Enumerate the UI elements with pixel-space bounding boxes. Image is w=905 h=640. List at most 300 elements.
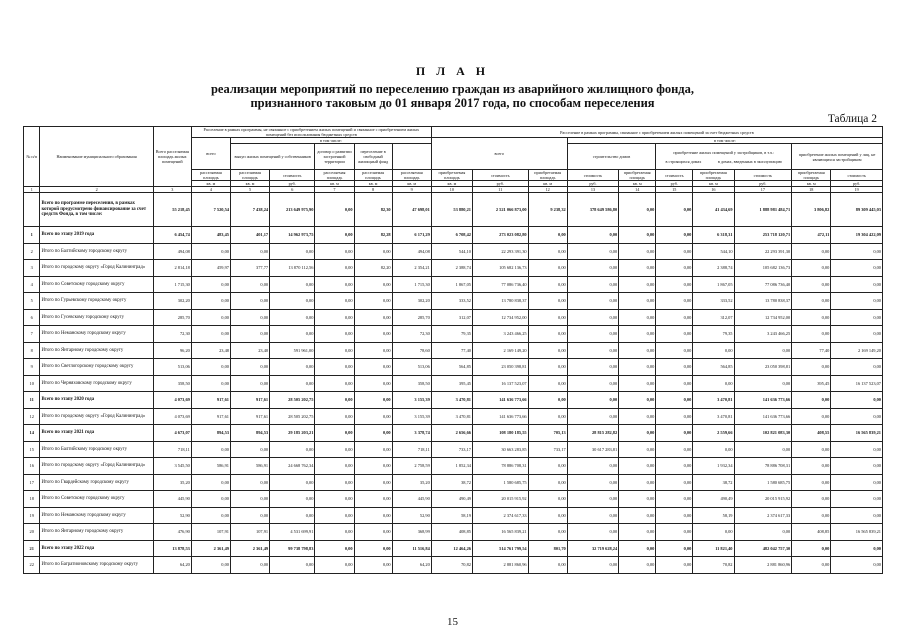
cell-value: 0,00 <box>191 375 230 392</box>
row-name: Итого по городскому округу «Город Калининград» <box>40 408 153 425</box>
cell-value: 55 218,45 <box>153 193 191 227</box>
cell-value: 0,00 <box>528 342 567 359</box>
cell-value: 0,00 <box>792 408 831 425</box>
table-row <box>24 540 883 557</box>
cell-value: 302,20 <box>392 293 431 310</box>
cell-value: 16 137 523,07 <box>831 375 883 392</box>
cell-value: 0,00 <box>619 557 656 574</box>
cell-value: 0,00 <box>567 408 618 425</box>
cell-value: 82,30 <box>354 193 392 227</box>
column-number: 10 <box>431 187 472 193</box>
row-number: 9 <box>24 359 40 376</box>
cell-value: 0,00 <box>831 293 883 310</box>
cell-value: 395,45 <box>431 375 472 392</box>
cell-value: 79,35 <box>693 326 734 343</box>
cell-value: 490,49 <box>693 491 734 508</box>
cell-value: 378 649 586,80 <box>567 193 618 227</box>
cell-value: 0,00 <box>792 491 831 508</box>
a-in-that: в том числе: <box>230 138 431 144</box>
row-name: Всего по программе переселения, в рамках которой предусмотрено финансирование за счет средств Фонда, в том числе: <box>40 193 153 227</box>
cell-value: 0,00 <box>792 474 831 491</box>
sub-cost: стоимость <box>472 170 528 181</box>
cell-value: 0,00 <box>270 309 315 326</box>
cell-value: 0,00 <box>528 474 567 491</box>
cell-value: 0,00 <box>831 243 883 260</box>
cell-value: 917,61 <box>230 408 269 425</box>
cell-value: 2 361,49 <box>191 540 230 557</box>
column-number: 6 <box>270 187 315 193</box>
unit-m2: кв. м <box>354 181 392 187</box>
cell-value: 733,17 <box>528 441 567 458</box>
cell-value: 494,08 <box>392 243 431 260</box>
cell-value: 0,00 <box>656 309 693 326</box>
cell-value: 1 715,30 <box>392 276 431 293</box>
cell-value: 53 880,21 <box>431 193 472 227</box>
unit-rub: руб. <box>270 181 315 187</box>
cell-value: 82,20 <box>354 260 392 277</box>
cell-value: 0,00 <box>191 276 230 293</box>
cell-value: 0,00 <box>270 243 315 260</box>
cell-value: 2 361,49 <box>230 540 269 557</box>
subtitle-line-1: реализации мероприятий по переселению граждан из аварийного жилищного фонда, <box>210 82 695 96</box>
cell-value: 0,00 <box>734 342 792 359</box>
cell-value: 20 015 915,92 <box>734 491 792 508</box>
cell-value: 408,85 <box>431 524 472 541</box>
cell-value: 0,00 <box>567 342 618 359</box>
sub-area-bought: приобретаемая площадь <box>431 170 472 181</box>
column-number: 1 <box>24 187 40 193</box>
cell-value: 35,20 <box>153 474 191 491</box>
cell-value: 0,00 <box>354 293 392 310</box>
sub-cost: стоимость <box>831 170 883 181</box>
b-buy-sub <box>657 159 790 164</box>
cell-value: 0,00 <box>831 491 883 508</box>
sub-area-resettled: расселяемая площадь <box>191 170 230 181</box>
sub-area-bought: приобретаемая площадь <box>528 170 567 181</box>
cell-value: 0,00 <box>315 276 354 293</box>
column-number: 4 <box>191 187 230 193</box>
cell-value: 0,00 <box>315 359 354 376</box>
cell-value: 141 636 773,66 <box>734 392 792 409</box>
cell-value: 0,00 <box>315 491 354 508</box>
col-a-contract: договор о развитии застроенной территории <box>315 144 354 170</box>
cell-value: 0,00 <box>831 540 883 557</box>
table-row <box>24 474 883 491</box>
cell-value: 0,00 <box>315 458 354 475</box>
table-row <box>24 342 883 359</box>
cell-value: 3 545,50 <box>153 458 191 475</box>
cell-value: 0,00 <box>191 491 230 508</box>
column-number: 13 <box>567 187 618 193</box>
cell-value: 476,90 <box>153 524 191 541</box>
row-name: Итого по Гурьевскому городскому округу <box>40 293 153 310</box>
cell-value: 0,00 <box>315 392 354 409</box>
cell-value: 13 878,53 <box>153 540 191 557</box>
resettlement-table <box>23 126 883 574</box>
cell-value: 78 886 708,31 <box>472 458 528 475</box>
cell-value: 0,00 <box>792 557 831 574</box>
row-name: Итого по Советскому городскому округу <box>40 491 153 508</box>
unit-m2: кв. м <box>191 181 230 187</box>
row-number: 22 <box>24 557 40 574</box>
cell-value: 0,00 <box>315 425 354 442</box>
cell-value: 0,00 <box>528 293 567 310</box>
unit-m2: кв. м <box>315 181 354 187</box>
cell-value: 0,00 <box>656 293 693 310</box>
sub-cost: стоимость <box>270 170 315 181</box>
cell-value: 0,00 <box>230 293 269 310</box>
cell-value: 0,00 <box>567 507 618 524</box>
cell-value: 591 961,00 <box>270 342 315 359</box>
sub-area: расселяемая площадь <box>315 170 354 181</box>
cell-value: 72,30 <box>153 326 191 343</box>
cell-value: 6 708,42 <box>431 227 472 244</box>
cell-value: 0,00 <box>354 425 392 442</box>
cell-value: 0,00 <box>315 309 354 326</box>
cell-value: 4 073,69 <box>153 408 191 425</box>
cell-value: 0,00 <box>619 408 656 425</box>
cell-value: 445,90 <box>392 491 431 508</box>
unit-m2: кв. м <box>431 181 472 187</box>
table-row <box>24 491 883 508</box>
cell-value: 0,00 <box>619 260 656 277</box>
cell-value: 0,00 <box>528 392 567 409</box>
cell-value: 70,82 <box>431 557 472 574</box>
cell-value: 0,00 <box>230 507 269 524</box>
cell-value: 0,00 <box>619 276 656 293</box>
cell-value: 3 470,81 <box>431 392 472 409</box>
cell-value: 58,19 <box>693 507 734 524</box>
sub-area: расселяемая площадь <box>230 170 269 181</box>
row-name: Итого по Багратионовскому городскому округу <box>40 557 153 574</box>
cell-value: 28 505 202,75 <box>270 392 315 409</box>
cell-value: 564,85 <box>431 359 472 376</box>
cell-value: 0,00 <box>270 276 315 293</box>
cell-value: 0,00 <box>656 276 693 293</box>
row-name: Итого по Черняховскому городскому округу <box>40 375 153 392</box>
cell-value: 0,00 <box>270 557 315 574</box>
cell-value: 0,00 <box>270 293 315 310</box>
unit-m2: кв. м <box>528 181 567 187</box>
cell-value: 12 734 952,00 <box>734 309 792 326</box>
cell-value: 23,40 <box>230 342 269 359</box>
col-b-other: приобретение жилых помещений у лиц, не являющихся застройщиком <box>792 144 883 170</box>
cell-value: 0,00 <box>656 491 693 508</box>
cell-value: 0,00 <box>315 375 354 392</box>
cell-value: 0,00 <box>792 458 831 475</box>
cell-value: 445,90 <box>153 491 191 508</box>
cell-value: 0,00 <box>656 441 693 458</box>
row-number <box>24 193 40 227</box>
cell-value: 0,00 <box>354 524 392 541</box>
cell-value: 0,00 <box>619 342 656 359</box>
cell-value: 108 180 185,55 <box>472 425 528 442</box>
cell-value: 0,00 <box>191 309 230 326</box>
cell-value: 705,13 <box>528 425 567 442</box>
cell-value: 312,07 <box>431 309 472 326</box>
cell-value: 141 636 773,66 <box>734 408 792 425</box>
cell-value: 4 673,07 <box>153 425 191 442</box>
cell-value: 273 023 082,80 <box>472 227 528 244</box>
col-a-total: всего <box>191 138 230 170</box>
cell-value: 2 814,18 <box>153 260 191 277</box>
cell-value: 38,72 <box>693 474 734 491</box>
cell-value: 11 821,40 <box>693 540 734 557</box>
col-no: № п/п <box>24 127 40 187</box>
cell-value: 28 505 202,75 <box>270 408 315 425</box>
cell-value: 6 318,31 <box>693 227 734 244</box>
cell-value: 0,00 <box>528 408 567 425</box>
cell-value: 0,00 <box>191 243 230 260</box>
cell-value: 12 464,26 <box>431 540 472 557</box>
column-number: 3 <box>153 187 191 193</box>
cell-value: 0,00 <box>191 507 230 524</box>
cell-value: 0,00 <box>354 458 392 475</box>
cell-value: 0,00 <box>230 309 269 326</box>
cell-value: 0,00 <box>315 441 354 458</box>
row-number: 7 <box>24 326 40 343</box>
plan-title: П Л А Н <box>415 64 490 78</box>
cell-value: 0,00 <box>656 375 693 392</box>
cell-value: 0,00 <box>734 441 792 458</box>
cell-value: 78,60 <box>392 342 431 359</box>
b-buy-building: в строящихся домах <box>665 158 702 164</box>
cell-value: 99 738 798,83 <box>270 540 315 557</box>
unit-rub: руб. <box>567 181 618 187</box>
cell-value: 0,00 <box>567 293 618 310</box>
row-name: Итого по Янтарному городскому округу <box>40 524 153 541</box>
column-number: 19 <box>831 187 883 193</box>
cell-value: 0,00 <box>354 557 392 574</box>
table-row <box>24 507 883 524</box>
cell-value: 0,00 <box>831 359 883 376</box>
cell-value: 0,00 <box>354 375 392 392</box>
cell-value: 58,19 <box>431 507 472 524</box>
row-number: 16 <box>24 458 40 475</box>
cell-value: 20 015 915,92 <box>472 491 528 508</box>
cell-value: 0,00 <box>567 524 618 541</box>
cell-value: 0,00 <box>315 524 354 541</box>
cell-value: 107,91 <box>230 524 269 541</box>
cell-value: 0,00 <box>792 540 831 557</box>
cell-value: 77 086 736,40 <box>734 276 792 293</box>
cell-value: 0,00 <box>230 375 269 392</box>
cell-value: 2 354,21 <box>392 260 431 277</box>
cell-value: 0,00 <box>354 392 392 409</box>
row-name: Всего по этапу 2021 года <box>40 425 153 442</box>
row-number: 5 <box>24 293 40 310</box>
unit-m2: кв. м <box>230 181 269 187</box>
row-number: 12 <box>24 408 40 425</box>
cell-value: 0,00 <box>528 491 567 508</box>
table-row <box>24 375 883 392</box>
cell-value: 459,97 <box>191 260 230 277</box>
cell-value: 917,61 <box>230 392 269 409</box>
cell-value: 82,28 <box>354 227 392 244</box>
row-number: 11 <box>24 392 40 409</box>
cell-value: 0,00 <box>656 392 693 409</box>
cell-value: 0,00 <box>656 425 693 442</box>
cell-value: 0,00 <box>315 474 354 491</box>
cell-value: 718,11 <box>392 441 431 458</box>
cell-value: 0,00 <box>831 276 883 293</box>
cell-value: 0,00 <box>792 359 831 376</box>
cell-value: 0,00 <box>191 441 230 458</box>
cell-value: 89 309 445,03 <box>831 193 883 227</box>
cell-value: 0,00 <box>315 293 354 310</box>
cell-value: 0,00 <box>567 474 618 491</box>
cell-value: 77,40 <box>792 342 831 359</box>
table-row <box>24 392 883 409</box>
cell-value: 47 698,01 <box>392 193 431 227</box>
row-name: Итого по Балтийскому городскому округу <box>40 243 153 260</box>
cell-value: 0,00 <box>831 260 883 277</box>
row-number: 4 <box>24 276 40 293</box>
cell-value: 0,00 <box>619 243 656 260</box>
cell-value: 0,00 <box>619 293 656 310</box>
row-name: Итого по Неманскому городскому округу <box>40 507 153 524</box>
cell-value: 0,00 <box>734 375 792 392</box>
col-b-buy <box>656 144 792 170</box>
cell-value: 3 378,74 <box>392 425 431 442</box>
cell-value: 0,00 <box>567 276 618 293</box>
cell-value: 0,00 <box>354 540 392 557</box>
cell-value: 38,72 <box>431 474 472 491</box>
cell-value: 0,00 <box>354 491 392 508</box>
cell-value: 0,00 <box>230 474 269 491</box>
cell-value: 490,49 <box>431 491 472 508</box>
sub-cost: стоимость <box>567 170 618 181</box>
cell-value: 2 521 066 873,00 <box>472 193 528 227</box>
cell-value: 0,00 <box>315 507 354 524</box>
cell-value: 0,00 <box>528 227 567 244</box>
cell-value: 0,00 <box>693 441 734 458</box>
cell-value: 0,00 <box>619 524 656 541</box>
cell-value: 2 374 617,33 <box>734 507 792 524</box>
cell-value: 0,00 <box>831 474 883 491</box>
plan-subtitle <box>0 82 905 110</box>
cell-value: 1 580 685,75 <box>472 474 528 491</box>
cell-value: 105 682 136,73 <box>734 260 792 277</box>
cell-value: 0,00 <box>619 193 656 227</box>
cell-value: 77 086 736,40 <box>472 276 528 293</box>
column-number: 2 <box>40 187 153 193</box>
sub-area-bought: приобретаемая площадь <box>792 170 831 181</box>
column-number: 17 <box>734 187 792 193</box>
row-number: 19 <box>24 507 40 524</box>
cell-value: 586,91 <box>191 458 230 475</box>
col-a-blank <box>392 144 431 170</box>
unit-rub: руб. <box>734 181 792 187</box>
cell-value: 333,52 <box>431 293 472 310</box>
cell-value: 0,00 <box>656 342 693 359</box>
cell-value: 105 682 136,73 <box>472 260 528 277</box>
cell-value: 0,00 <box>619 359 656 376</box>
cell-value: 2 758,59 <box>392 458 431 475</box>
cell-value: 0,00 <box>619 309 656 326</box>
cell-value: 3 243 466,25 <box>734 326 792 343</box>
unit-rub: руб. <box>831 181 883 187</box>
cell-value: 2 656,66 <box>431 425 472 442</box>
cell-value: 0,00 <box>656 557 693 574</box>
cell-value: 3 806,82 <box>792 193 831 227</box>
column-number: 9 <box>392 187 431 193</box>
cell-value: 0,00 <box>792 326 831 343</box>
col-a-ransom: выкуп жилых помещений у собственников <box>230 144 314 170</box>
table-body <box>24 193 883 574</box>
cell-value: 0,00 <box>619 441 656 458</box>
cell-value: 0,00 <box>619 392 656 409</box>
column-number: 14 <box>619 187 656 193</box>
cell-value: 30 617 283,81 <box>567 441 618 458</box>
cell-value: 917,61 <box>191 408 230 425</box>
cell-value: 395,45 <box>792 375 831 392</box>
row-name: Итого по Гвардейскому городскому округу <box>40 474 153 491</box>
cell-value: 64,20 <box>392 557 431 574</box>
cell-value: 917,61 <box>191 392 230 409</box>
cell-value: 23,48 <box>191 342 230 359</box>
unit-rub: руб. <box>472 181 528 187</box>
row-name: Итого по городскому округу «Город Калининград» <box>40 458 153 475</box>
cell-value: 0,00 <box>693 524 734 541</box>
cell-value: 0,00 <box>656 326 693 343</box>
cell-value: 0,00 <box>230 326 269 343</box>
cell-value: 3 155,39 <box>392 392 431 409</box>
row-number: 14 <box>24 425 40 442</box>
cell-value: 64,20 <box>153 557 191 574</box>
cell-value: 733,17 <box>431 441 472 458</box>
cell-value: 0,00 <box>792 309 831 326</box>
cell-value: 0,00 <box>656 474 693 491</box>
column-number: 12 <box>528 187 567 193</box>
cell-value: 41 434,69 <box>693 193 734 227</box>
cell-value: 16 565 839,21 <box>831 524 883 541</box>
cell-value: 0,00 <box>315 326 354 343</box>
cell-value: 358,50 <box>392 375 431 392</box>
column-number: 7 <box>315 187 354 193</box>
cell-value: 0,00 <box>567 227 618 244</box>
cell-value: 0,00 <box>354 276 392 293</box>
cell-value: 19 304 422,09 <box>831 227 883 244</box>
cell-value: 0,00 <box>567 359 618 376</box>
table-row <box>24 243 883 260</box>
row-name: Всего по этапу 2022 года <box>40 540 153 557</box>
sub-area-bought: приобретаемая площадь <box>619 170 656 181</box>
cell-value: 35,20 <box>392 474 431 491</box>
cell-value: 3 155,39 <box>392 408 431 425</box>
cell-value: 514 761 799,54 <box>472 540 528 557</box>
cell-value: 0,00 <box>270 507 315 524</box>
row-number: 2 <box>24 243 40 260</box>
cell-value: 0,00 <box>270 326 315 343</box>
cell-value: 401,17 <box>230 227 269 244</box>
cell-value: 0,00 <box>191 293 230 310</box>
cell-value: 0,00 <box>354 359 392 376</box>
cell-value: 0,00 <box>831 507 883 524</box>
cell-value: 0,00 <box>619 227 656 244</box>
cell-value: 79,35 <box>431 326 472 343</box>
col-b-total: всего <box>431 138 567 170</box>
cell-value: 0,00 <box>315 193 354 227</box>
cell-value: 564,85 <box>693 359 734 376</box>
cell-value: 312,07 <box>693 309 734 326</box>
cell-value: 141 636 773,66 <box>472 408 528 425</box>
table-label: Таблица 2 <box>827 113 877 125</box>
cell-value: 0,00 <box>619 375 656 392</box>
cell-value: 0,00 <box>528 309 567 326</box>
cell-value: 0,00 <box>528 458 567 475</box>
cell-value: 3 470,81 <box>693 392 734 409</box>
